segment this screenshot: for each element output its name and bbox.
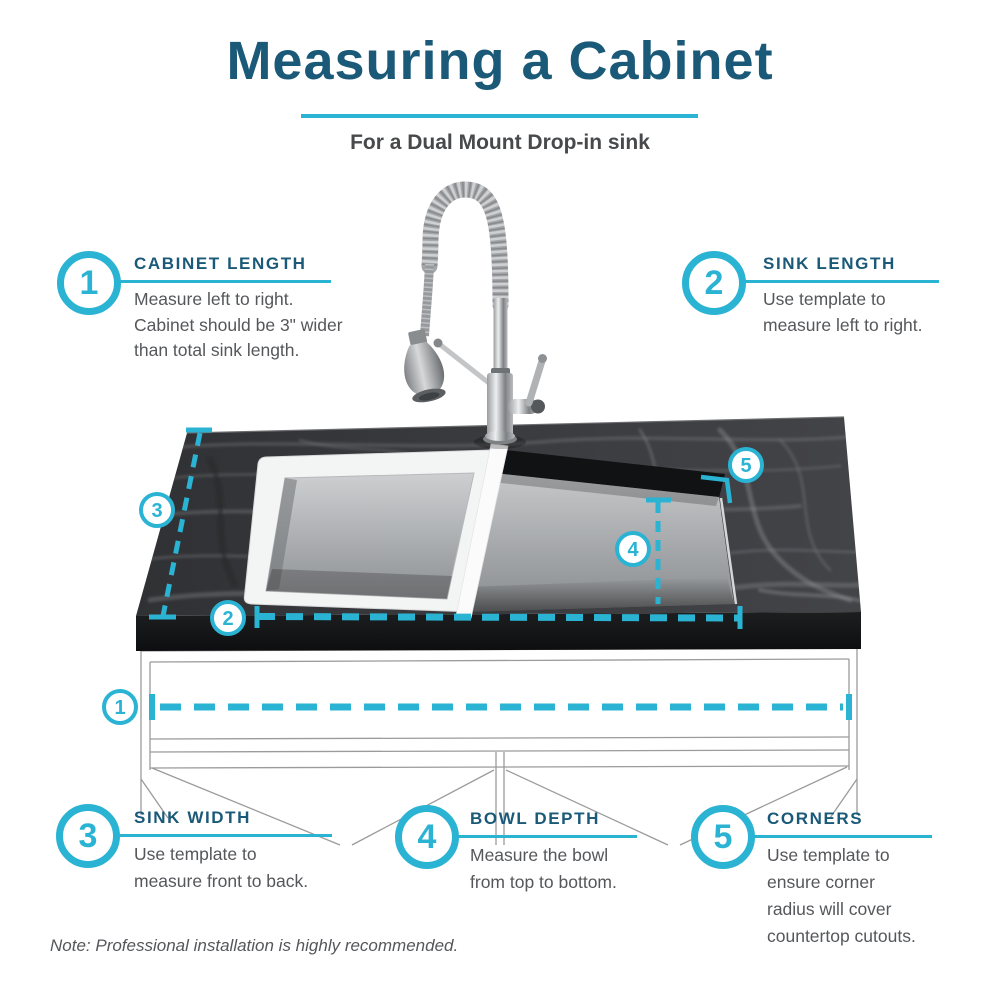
callout-3-description [134,841,308,895]
callout-5-line-4: countertop cutouts. [767,926,916,946]
callout-4-number: 4 [417,817,437,856]
svg-text:5: 5 [740,455,752,477]
callout-5-description [767,842,916,950]
svg-text:4: 4 [627,539,639,561]
callout-3-title: SINK WIDTH [134,808,252,827]
svg-text:1: 1 [114,697,126,719]
callout-3-line-2: measure front to back. [134,871,309,891]
faucet [396,189,547,449]
callout-2-number: 2 [704,263,724,302]
callout-3-number: 3 [78,816,98,855]
diagram-marker-3 [141,494,173,526]
callout-4-line-2: from top to bottom. [470,872,617,892]
callout-2-title: SINK LENGTH [763,254,896,273]
callout-4-rule [457,835,637,838]
callout-5-line-1: Use template to [767,845,890,865]
callout-2-rule [744,280,939,283]
svg-text:3: 3 [151,500,163,522]
callout-1-title: CABINET LENGTH [134,254,307,273]
callout-2-line-2: measure left to right. [763,314,923,335]
installation-note: Note: Professional installation is highly recommended. [50,936,459,955]
callout-2-line-1: Use template to [763,289,886,309]
callout-3-rule [118,834,332,837]
callout-5-title: CORNERS [767,809,864,828]
measure-line-cabinet-length [152,694,849,720]
callout-4-title: BOWL DEPTH [470,809,600,828]
callout-4-line-1: Measure the bowl [470,845,609,865]
diagram-marker-2 [212,602,244,634]
callout-1-rule [119,280,331,283]
callout-1-description [134,287,343,364]
callout-5-line-3: radius will cover [767,899,892,919]
diagram-marker-1 [104,691,136,723]
page-title: Measuring a Cabinet [226,31,774,91]
callout-3-badge [56,804,120,868]
callout-2-description [763,287,923,338]
svg-text:2: 2 [222,608,234,630]
callout-1-line-2: Cabinet should be 3" wider [134,314,343,335]
callout-1-line-1: Measure left to right. [134,289,294,309]
callout-1-badge [57,251,121,315]
diagram-marker-4 [617,533,649,565]
right-sink-bowl [463,449,736,612]
callout-5-badge [691,805,755,869]
callout-3-line-1: Use template to [134,844,257,864]
callout-5-rule [753,835,932,838]
callout-1-line-3: than total sink length. [134,340,300,360]
callout-4-description [470,842,617,896]
callout-5-number: 5 [713,817,733,856]
page-subtitle: For a Dual Mount Drop-in sink [350,131,650,154]
callout-1-number: 1 [79,263,99,302]
callout-5-line-2: ensure corner [767,872,875,892]
diagram-marker-5 [730,449,762,481]
left-sink-bowl [244,450,498,612]
callout-2-badge [682,251,746,315]
callout-4-badge [395,805,459,869]
